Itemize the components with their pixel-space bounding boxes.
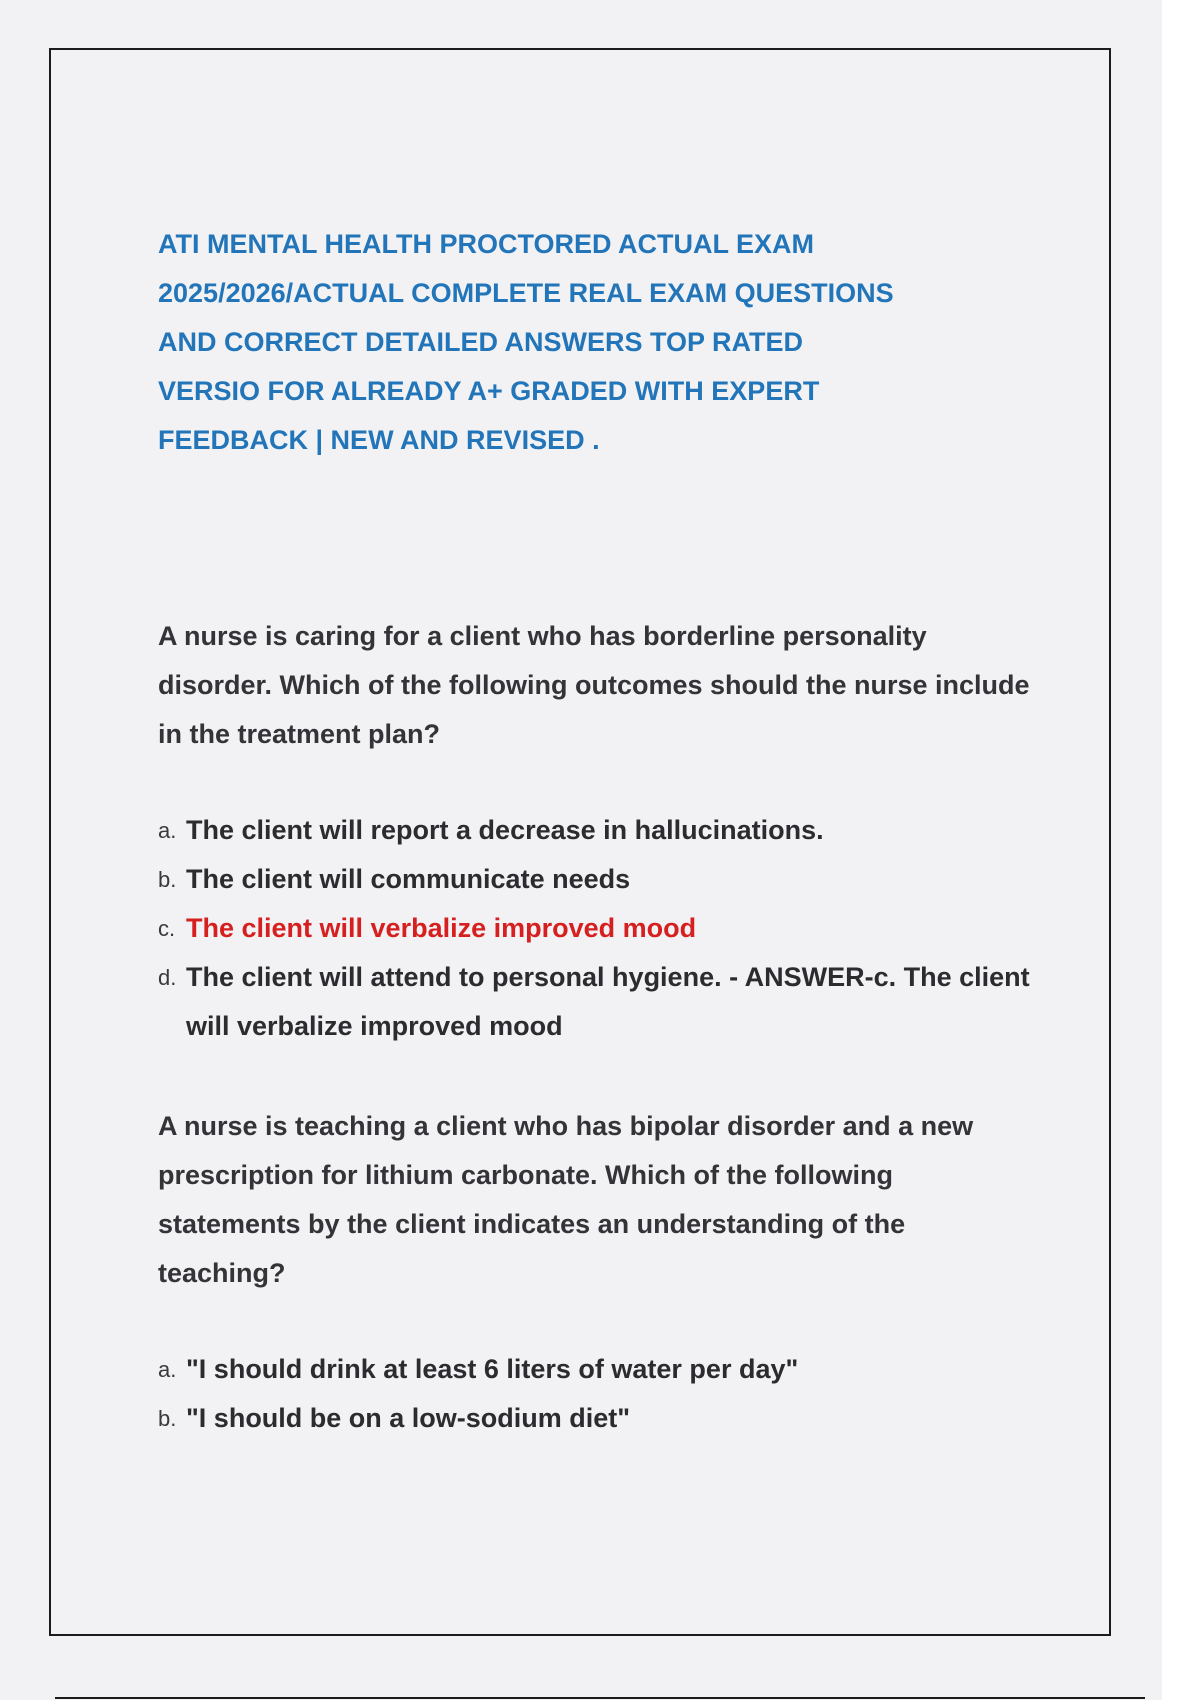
option-letter: b. bbox=[158, 867, 177, 892]
option-b bbox=[158, 855, 1038, 904]
option-text: The client will report a decrease in hallucinations. bbox=[186, 815, 824, 845]
option-text: The client will communicate needs bbox=[186, 864, 631, 894]
bottom-rule bbox=[55, 1697, 1145, 1699]
option-letter: d. bbox=[158, 965, 177, 990]
question-1-stem: A nurse is caring for a client who has borderline personality disorder. Which of the following outcomes should the nurse include in the treatment plan? bbox=[158, 621, 1030, 749]
option-text: The client will attend to personal hygiene. - ANSWER-c. The client will verbalize improved mood bbox=[186, 962, 1030, 1041]
option-d bbox=[158, 953, 1038, 1051]
option-b bbox=[158, 1394, 1038, 1443]
question-2-options bbox=[158, 1345, 1038, 1443]
option-a bbox=[158, 1345, 1038, 1394]
question-2-stem: A nurse is teaching a client who has bipolar disorder and a new prescription for lithium carbonate. Which of the following statements by the client indicates an understanding of the teaching? bbox=[158, 1111, 974, 1288]
title-line: AND CORRECT DETAILED ANSWERS TOP RATED bbox=[158, 327, 804, 357]
question-1-options bbox=[158, 806, 1038, 1051]
option-letter: a. bbox=[158, 818, 177, 843]
option-letter: c. bbox=[158, 916, 176, 941]
option-a bbox=[158, 806, 1038, 855]
option-text: "I should be on a low-sodium diet" bbox=[186, 1403, 631, 1433]
document-title bbox=[158, 220, 978, 465]
option-text: "I should drink at least 6 liters of water per day" bbox=[186, 1354, 799, 1384]
option-letter: b. bbox=[158, 1406, 177, 1431]
option-text-highlighted: The client will verbalize improved mood bbox=[186, 913, 697, 943]
title-line: VERSIO FOR ALREADY A+ GRADED WITH EXPERT bbox=[158, 376, 820, 406]
title-line: ATI MENTAL HEALTH PROCTORED ACTUAL EXAM bbox=[158, 229, 814, 259]
option-letter: a. bbox=[158, 1357, 177, 1382]
title-line: FEEDBACK | NEW AND REVISED . bbox=[158, 425, 600, 455]
option-c-correct-answer bbox=[158, 904, 1038, 953]
title-line: 2025/2026/ACTUAL COMPLETE REAL EXAM QUESTIONS bbox=[158, 278, 894, 308]
